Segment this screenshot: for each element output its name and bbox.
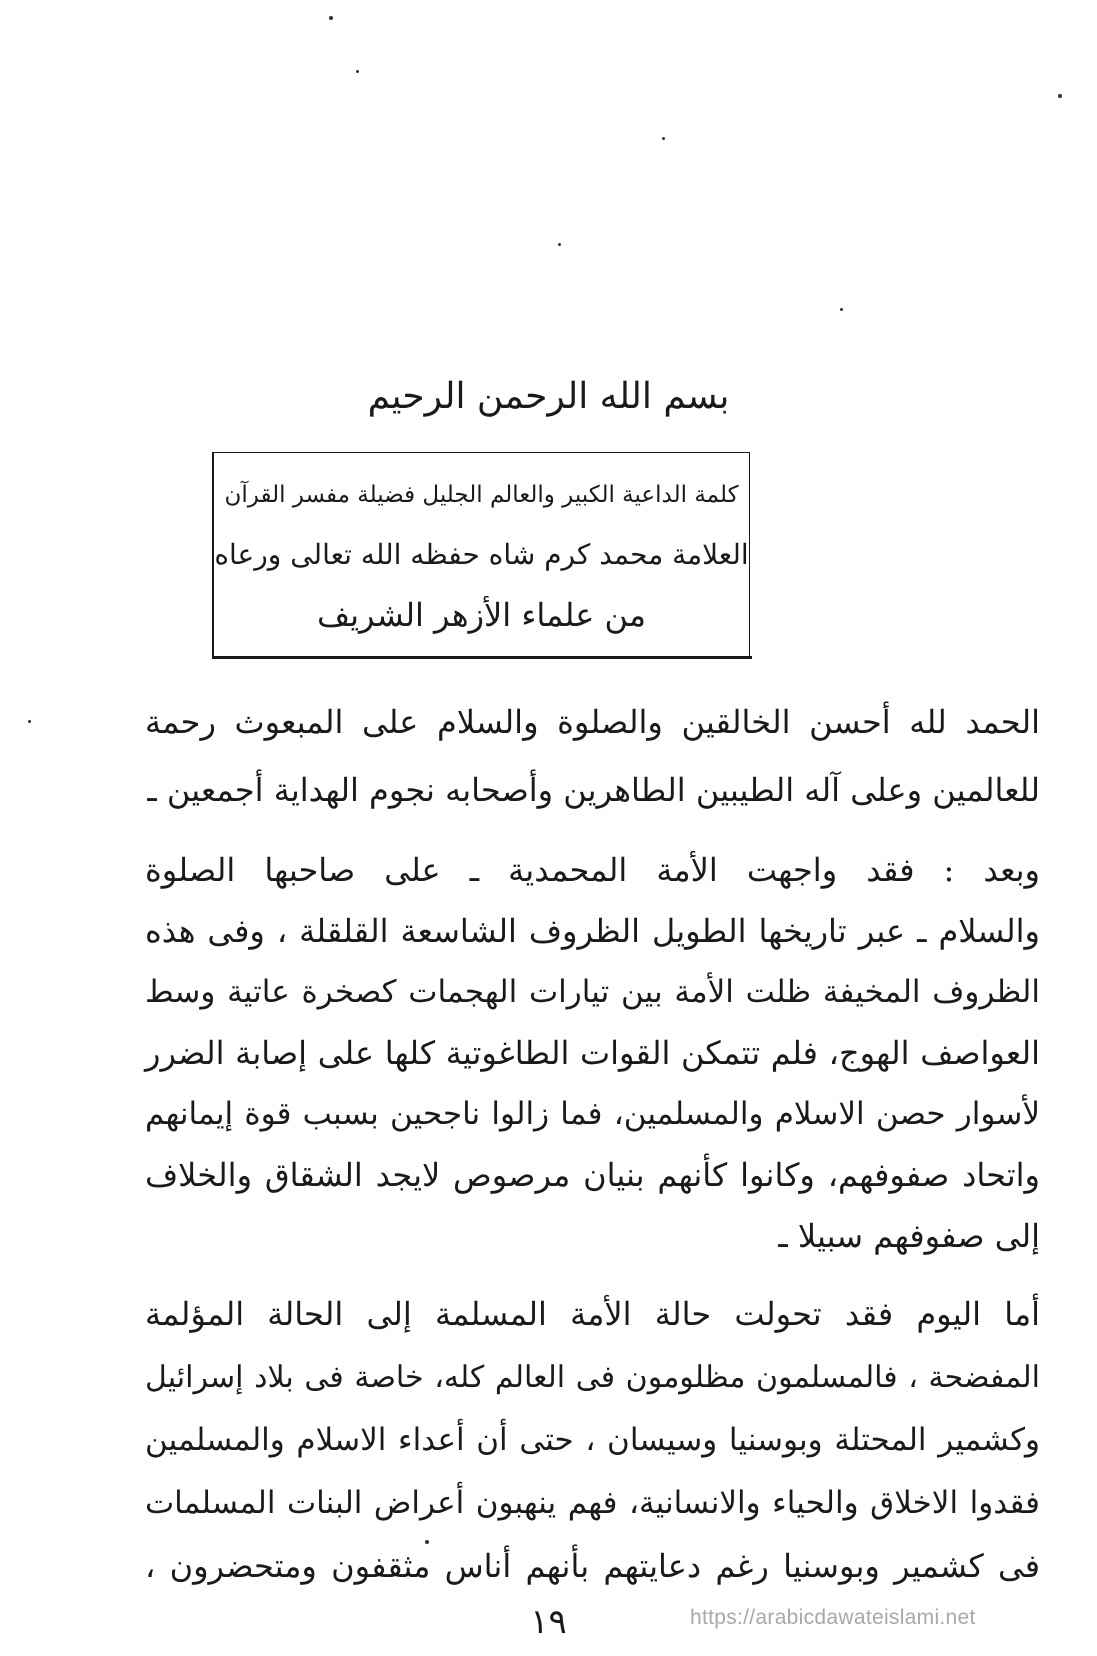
scan-speck — [329, 16, 333, 20]
scan-speck — [840, 308, 843, 311]
paragraph-history — [145, 840, 1040, 1267]
title-line: كلمة الداعية الكبير والعالم الجليل فضيلة مفسر القرآن — [224, 482, 739, 508]
title-box — [212, 452, 750, 658]
text-line: لأسوار حصن الاسلام والمسلمين، فما زالوا ناجحين بسبب قوة إيمانهم — [145, 1096, 1040, 1132]
scan-speck — [558, 243, 561, 246]
text-line: واتحاد صفوفهم، وكانوا كأنهم بنيان مرصوص لايجد الشقاق والخلاف — [145, 1156, 1040, 1194]
scan-speck — [1058, 94, 1062, 98]
text-line: العواصف الهوج، فلم تتمكن القوات الطاغوتية كلها على إصابة الضرر — [145, 1034, 1040, 1072]
title-line: من علماء الأزهر الشريف — [317, 596, 646, 634]
page-number: ١٩ — [530, 1602, 567, 1642]
text-line: أما اليوم فقد تحولت حالة الأمة المسلمة إلى الحالة المؤلمة — [145, 1295, 1040, 1333]
text-line: إلى صفوفهم سبيلا ـ — [778, 1217, 1040, 1255]
text-line: فى كشمير وبوسنيا رغم دعايتهم بأنهم أناس مثقفون ومتحضرون ، — [145, 1547, 1040, 1585]
scan-speck — [662, 137, 665, 140]
title-line: العلامة محمد كرم شاه حفظه الله تعالى ورعاه — [214, 538, 749, 571]
text-line: فقدوا الاخلاق والحياء والانسانية، فهم ينهبون أعراض البنات المسلمات — [145, 1485, 1040, 1521]
paragraph-praise — [145, 688, 1040, 824]
title-box-shadow — [212, 656, 752, 659]
text-line: المفضحة ، فالمسلمون مظلومون فى العالم كله، خاصة فى بلاد إسرائيل — [145, 1360, 1040, 1395]
basmala-heading: بسم الله الرحمن الرحيم — [367, 376, 730, 417]
text-line: وكشمير المحتلة وبوسنيا وسيسان ، حتى أن أعداء الاسلام والمسلمين — [145, 1422, 1040, 1458]
text-line: الحمد لله أحسن الخالقين والصلوة والسلام على المبعوث رحمة — [145, 703, 1040, 741]
watermark-url: https://arabicdawateislami.net — [690, 1606, 976, 1629]
text-line: الظروف المخيفة ظلت الأمة بين تيارات الهجمات كصخرة عاتية وسط — [145, 974, 1040, 1010]
text-line: والسلام ـ عبر تاريخها الطويل الظروف الشاسعة القلقلة ، وفى هذه — [145, 912, 1040, 950]
text-line: وبعد : فقد واجهت الأمة المحمدية ـ على صاحبها الصلوة — [145, 851, 1040, 889]
text-line: للعالمين وعلى آله الطيبين الطاهرين وأصحابه نجوم الهداية أجمعين ـ — [147, 771, 1040, 809]
scan-speck — [28, 720, 31, 723]
scan-speck — [356, 70, 359, 73]
paragraph-today — [145, 1283, 1040, 1598]
